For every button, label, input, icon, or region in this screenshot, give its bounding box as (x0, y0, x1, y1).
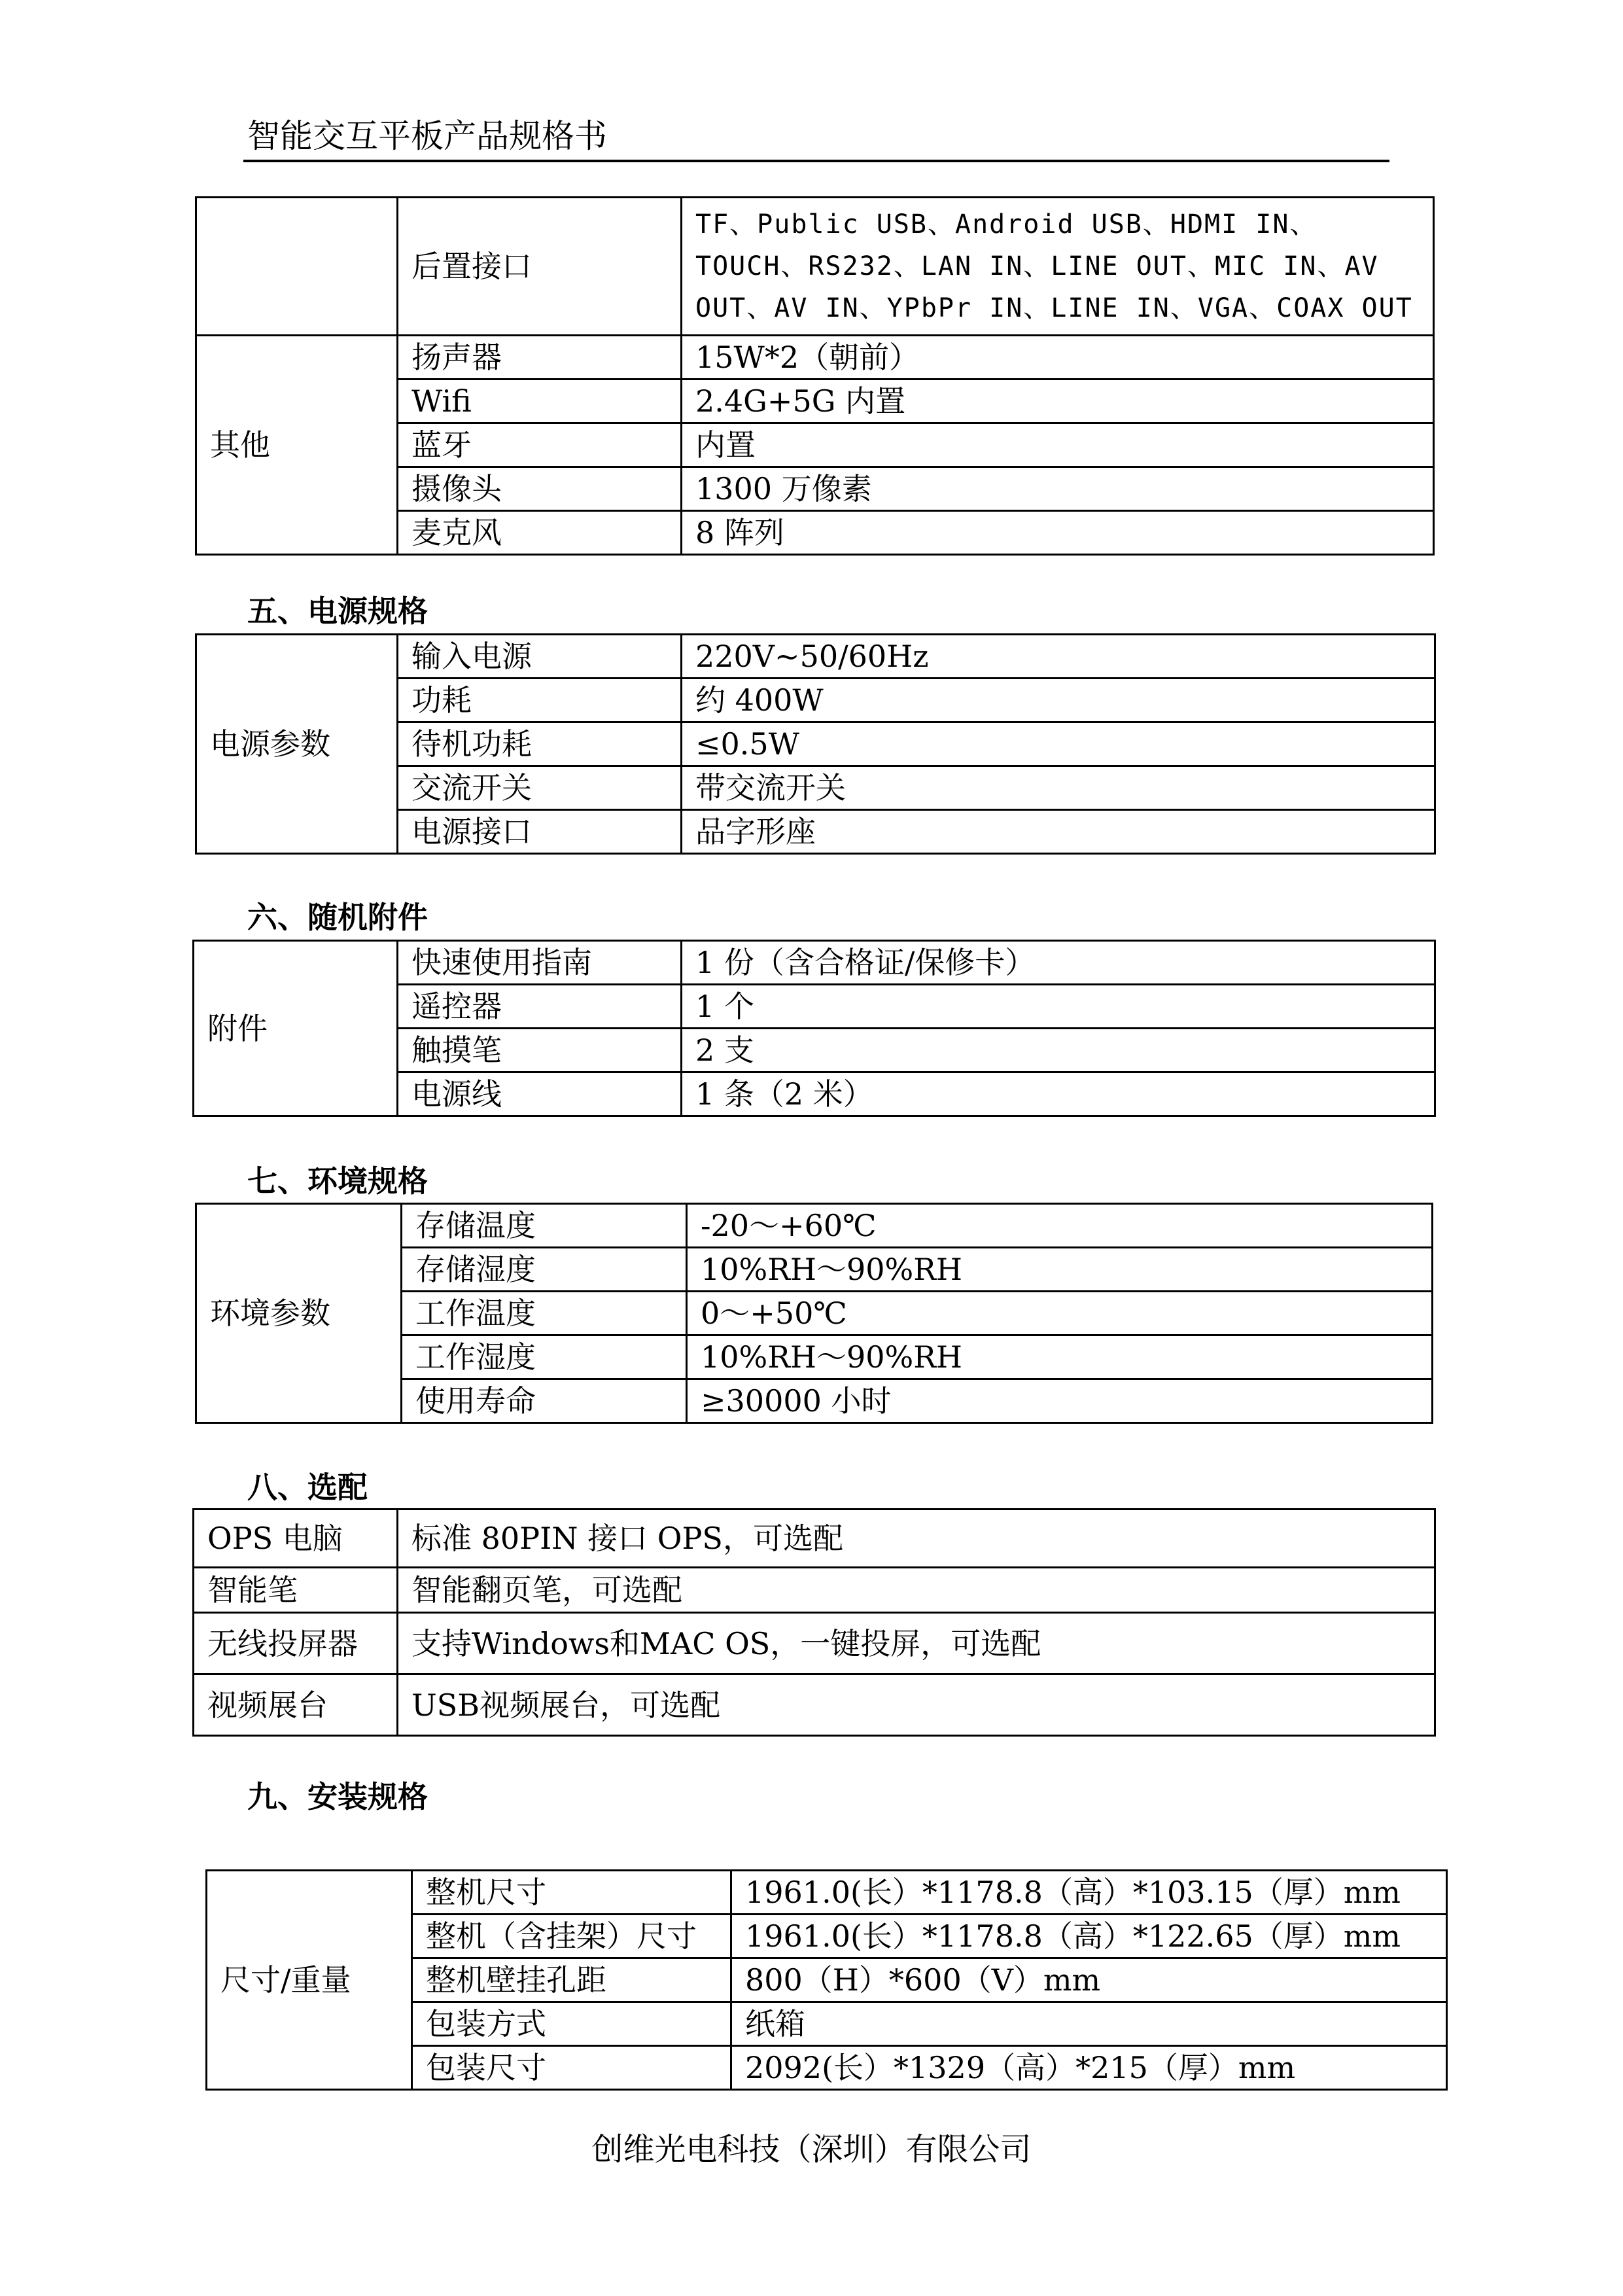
row-value: -20～+60℃ (687, 1204, 1433, 1248)
row-label: 整机壁挂孔距 (412, 1958, 731, 2002)
row-label: 存储湿度 (402, 1248, 687, 1292)
row-label: 工作湿度 (402, 1335, 687, 1379)
row-value: 1 条（2 米） (682, 1072, 1435, 1116)
row-label: 遥控器 (398, 985, 682, 1029)
row-label: Wifi (398, 380, 682, 423)
row-value: 品字形座 (682, 810, 1435, 854)
row-label: 待机功耗 (398, 722, 682, 766)
header-divider (243, 160, 1389, 162)
row-label: 使用寿命 (402, 1379, 687, 1423)
spec-table-environment (195, 1203, 1433, 1424)
table-row (207, 1871, 1447, 1915)
row-label: 蓝牙 (398, 423, 682, 467)
spec-table-power (195, 633, 1436, 855)
row-value: 2.4G+5G 内置 (682, 380, 1434, 423)
row-value: 内置 (682, 423, 1434, 467)
table-row (196, 198, 1434, 336)
row-value: 15W*2（朝前） (682, 336, 1434, 380)
row-value: 纸箱 (731, 2002, 1447, 2046)
row-value: 8 阵列 (682, 511, 1434, 555)
row-label: 扬声器 (398, 336, 682, 380)
spec-table-other (195, 196, 1435, 556)
row-value: ≥30000 小时 (687, 1379, 1433, 1423)
row-label: 摄像头 (398, 467, 682, 511)
row-label: 智能笔 (194, 1568, 398, 1613)
section-heading-environment: 七、环境规格 (247, 1163, 428, 1199)
table-row (196, 336, 1434, 380)
row-value: 2 支 (682, 1029, 1435, 1072)
row-value: 支持Windows和MAC OS，一键投屏，可选配 (398, 1613, 1435, 1674)
group-label: 尺寸/重量 (207, 1871, 412, 2090)
spec-table-options (192, 1508, 1436, 1737)
section-heading-accessories: 六、随机附件 (247, 900, 428, 935)
row-value: 1 个 (682, 985, 1435, 1029)
table-row (194, 1674, 1435, 1736)
row-label: 存储温度 (402, 1204, 687, 1248)
row-label: 功耗 (398, 679, 682, 722)
row-value: 800（H）*600（V）mm (731, 1958, 1447, 2002)
row-value: 1 份（含合格证/保修卡） (682, 941, 1435, 985)
row-label: 交流开关 (398, 766, 682, 810)
row-value: 0～+50℃ (687, 1292, 1433, 1335)
row-value: 1961.0(长）*1178.8（高）*122.65（厚）mm (731, 1915, 1447, 1958)
row-label: 后置接口 (398, 198, 682, 336)
section-heading-power: 五、电源规格 (247, 593, 428, 629)
row-value: 1300 万像素 (682, 467, 1434, 511)
row-value: 1961.0(长）*1178.8（高）*103.15（厚）mm (731, 1871, 1447, 1915)
group-label: 电源参数 (196, 635, 398, 854)
row-value: 2092(长）*1329（高）*215（厚）mm (731, 2046, 1447, 2090)
row-label: 工作温度 (402, 1292, 687, 1335)
spec-table-accessories (192, 940, 1436, 1117)
row-value: 标准 80PIN 接口 OPS，可选配 (398, 1510, 1435, 1568)
group-label: 附件 (194, 941, 398, 1116)
section-heading-install: 九、安装规格 (247, 1779, 428, 1814)
group-label: 其他 (196, 336, 398, 555)
group-label: 环境参数 (196, 1204, 402, 1423)
row-value: USB视频展台，可选配 (398, 1674, 1435, 1736)
table-row (194, 1613, 1435, 1674)
table-row (196, 1204, 1433, 1248)
row-label: OPS 电脑 (194, 1510, 398, 1568)
row-value: ≤0.5W (682, 722, 1435, 766)
row-label: 包装方式 (412, 2002, 731, 2046)
row-label: 输入电源 (398, 635, 682, 679)
row-label: 整机（含挂架）尺寸 (412, 1915, 731, 1958)
table-row (194, 1510, 1435, 1568)
row-label: 电源线 (398, 1072, 682, 1116)
page-footer-company: 创维光电科技（深圳）有限公司 (591, 2131, 1032, 2168)
empty-group-cell (196, 198, 398, 336)
row-label: 无线投屏器 (194, 1613, 398, 1674)
row-value: 220V~50/60Hz (682, 635, 1435, 679)
row-value: 10%RH～90%RH (687, 1248, 1433, 1292)
row-label: 触摸笔 (398, 1029, 682, 1072)
row-label: 快速使用指南 (398, 941, 682, 985)
row-label: 整机尺寸 (412, 1871, 731, 1915)
row-value: 带交流开关 (682, 766, 1435, 810)
row-label: 包装尺寸 (412, 2046, 731, 2090)
row-value: TF、Public USB、Android USB、HDMI IN、TOUCH、RS232、LAN IN、LINE OUT、MIC IN、AV OUT、AV IN、YPbPr IN、LINE IN、VGA、COAX OUT (682, 198, 1434, 336)
table-row (194, 1568, 1435, 1613)
spec-table-install (205, 1869, 1448, 2091)
row-value: 智能翻页笔，可选配 (398, 1568, 1435, 1613)
row-value: 约 400W (682, 679, 1435, 722)
row-label: 麦克风 (398, 511, 682, 555)
row-label: 视频展台 (194, 1674, 398, 1736)
page-header-title: 智能交互平板产品规格书 (247, 117, 607, 155)
section-heading-options: 八、选配 (247, 1470, 368, 1505)
table-row (196, 635, 1435, 679)
row-label: 电源接口 (398, 810, 682, 854)
table-row (194, 941, 1435, 985)
row-value: 10%RH～90%RH (687, 1335, 1433, 1379)
